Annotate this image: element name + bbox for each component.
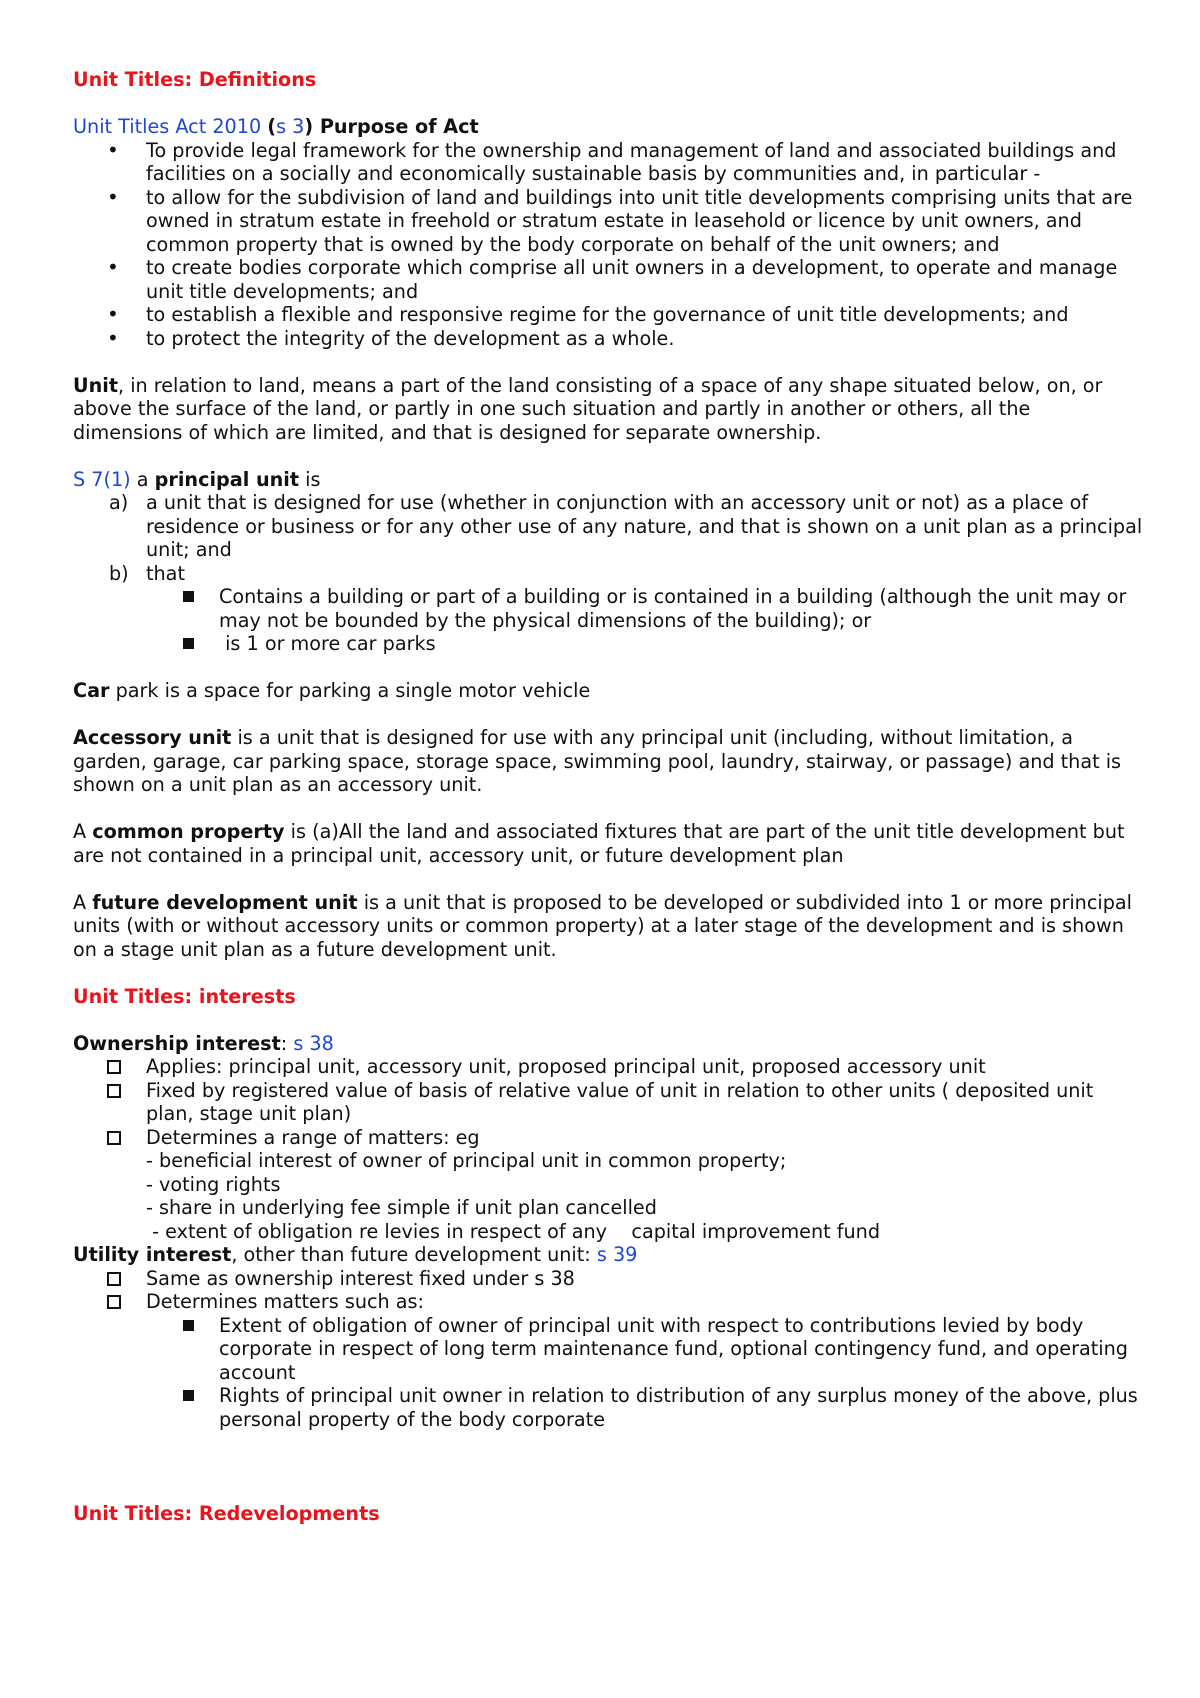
section-ref-s39[interactable]: s 39: [596, 1243, 638, 1266]
utility-item: Same as ownership interest fixed under s 38: [73, 1267, 1143, 1291]
checkbox-bullet-icon: [107, 1131, 121, 1145]
document-page: [73, 68, 1143, 1525]
purpose-bullet: • to establish a flexible and responsive regime for the governance of unit title developments; and: [73, 303, 1143, 327]
bullet-icon: [107, 256, 137, 280]
interests-heading: Unit Titles: interests: [73, 984, 296, 1008]
ownership-dash-line: - share in underlying fee simple if unit plan cancelled: [146, 1196, 657, 1219]
principal-unit-subitem: is 1 or more car parks: [73, 632, 1143, 656]
square-bullet-icon: [183, 591, 194, 602]
bullet-icon: [107, 139, 137, 163]
redevelopments-heading: Unit Titles: Redevelopments: [73, 1501, 380, 1525]
principal-unit-item: a) a unit that is designed for use (whether in conjunction with an accessory unit or not) as a place of residence or business or for any other use of any nature, and that is shown on a unit plan as a principal unit; and: [109, 491, 1143, 561]
definitions-heading: Unit Titles: Definitions: [73, 68, 317, 91]
bullet-icon: [107, 327, 137, 351]
ownership-dash-line: - extent of obligation re levies in respect of any capital improvement fund: [146, 1219, 881, 1243]
section-ref-s3[interactable]: s 3: [276, 115, 305, 138]
ownership-item: Applies: principal unit, accessory unit, proposed principal unit, proposed accessory unit: [73, 1055, 1143, 1079]
square-bullet-icon: [183, 1390, 194, 1401]
principal-unit-subitem: Contains a building or part of a building or is contained in a building (although the unit may or may not be bounded by the physical dimensions of the building); or: [73, 585, 1143, 632]
ownership-dash-line: - voting rights: [146, 1172, 281, 1196]
checkbox-bullet-icon: [107, 1295, 121, 1309]
square-bullet-icon: [183, 1320, 194, 1331]
principal-unit-item: b) that: [109, 561, 185, 585]
checkbox-bullet-icon: [107, 1084, 121, 1098]
checkbox-bullet-icon: [107, 1060, 121, 1074]
accessory-unit-definition: Accessory unit is a unit that is designed for use with any principal unit (including, without limitation, a garden, garage, car parking space, storage space, swimming pool, laundry, stairway, or passage) and that is shown on a unit plan as an accessory unit.: [73, 726, 1122, 796]
future-development-definition: A future development unit is a unit that is proposed to be developed or subdivided into 1 or more principal units (with or without accessory units or common property) at a later stage of the development and is shown on a stage unit plan as a future development unit.: [73, 890, 1132, 961]
utility-item: Determines matters such as:: [73, 1290, 1143, 1314]
utility-subitem: Extent of obligation of owner of principal unit with respect to contributions levied by body corporate in respect of long term maintenance fund, optional contingency fund, and operating account: [73, 1314, 1143, 1385]
purpose-bullet: • to protect the integrity of the development as a whole.: [73, 327, 1143, 351]
principal-unit-heading: S 7(1) a principal unit is: [73, 467, 321, 491]
purpose-bullet: • to allow for the subdivision of land and buildings into unit title developments comprising units that are owned in stratum estate in freehold or stratum estate in leasehold or licence by unit owners, and common property that is owned by the body corporate on behalf of the unit owners; and: [73, 186, 1143, 257]
utility-subitem: Rights of principal unit owner in relation to distribution of any surplus money of the above, plus personal property of the body corporate: [73, 1384, 1143, 1431]
purpose-bullet: • To provide legal framework for the ownership and management of land and associated buildings and facilities on a socially and economically sustainable basis by communities and, in particular -: [73, 139, 1143, 186]
bullet-icon: [107, 303, 137, 327]
square-bullet-icon: [183, 638, 194, 649]
ownership-item: Determines a range of matters: eg: [73, 1126, 1143, 1150]
section-ref-s7-1[interactable]: S 7(1): [73, 467, 131, 491]
utility-interest-heading: Utility interest, other than future development unit: s 39: [73, 1243, 638, 1266]
ownership-interest-heading: Ownership interest: s 38: [73, 1031, 334, 1055]
section-ref-s38[interactable]: s 38: [293, 1031, 334, 1055]
car-park-definition: Car park is a space for parking a single motor vehicle: [73, 679, 591, 702]
purpose-heading: Unit Titles Act 2010 (s 3) Purpose of Act: [73, 115, 479, 138]
ownership-item: Fixed by registered value of basis of relative value of unit in relation to other units ( deposited unit plan, stage unit plan): [73, 1079, 1143, 1126]
purpose-bullet: • to create bodies corporate which comprise all unit owners in a development, to operate and manage unit title developments; and: [73, 256, 1143, 303]
common-property-definition: A common property is (a)All the land and associated fixtures that are part of the unit title development but are not contained in a principal unit, accessory unit, or future development plan: [73, 820, 1125, 867]
act-name[interactable]: Unit Titles Act 2010: [73, 115, 262, 138]
checkbox-bullet-icon: [107, 1272, 121, 1286]
unit-definition: Unit, in relation to land, means a part of the land consisting of a space of any shape situated below, on, or above the surface of the land, or partly in one such situation and partly in another or others, all the dimensions of which are limited, and that is designed for separate ownership.: [73, 373, 1103, 444]
ownership-dash-line: - beneficial interest of owner of principal unit in common property;: [146, 1149, 787, 1172]
bullet-icon: [107, 186, 137, 210]
